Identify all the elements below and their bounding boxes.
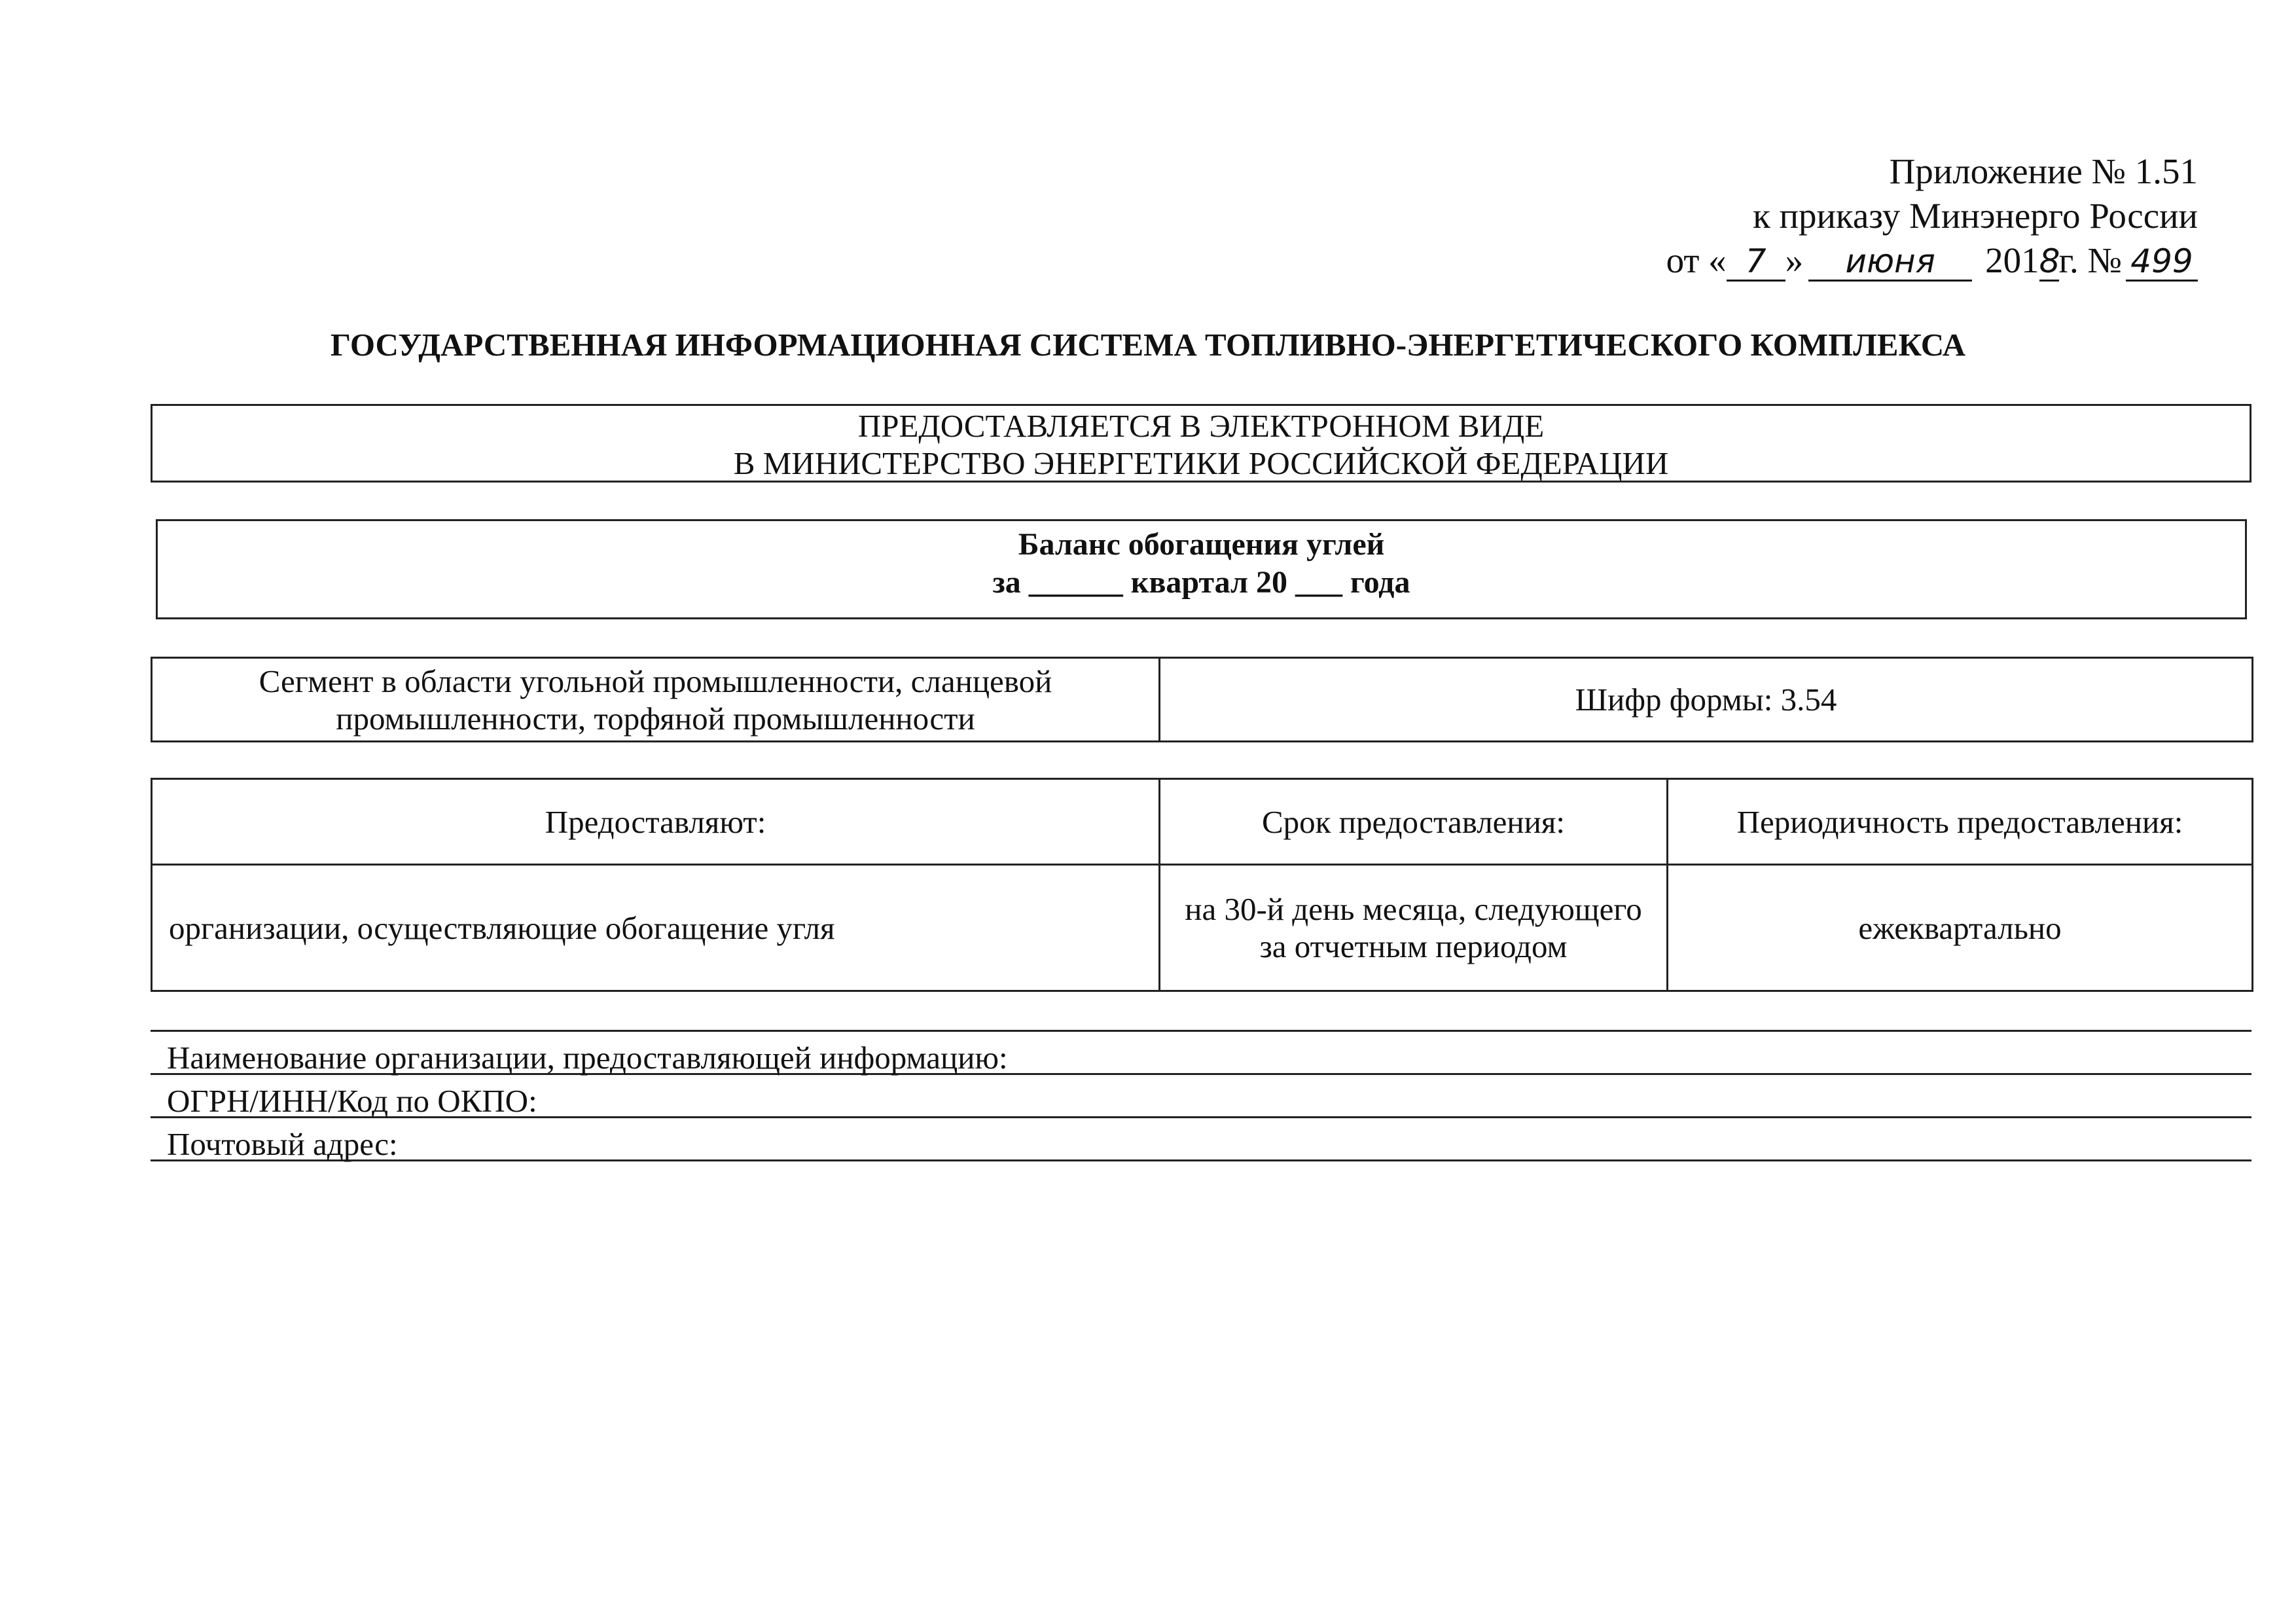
system-title: ГОСУДАРСТВЕННАЯ ИНФОРМАЦИОННАЯ СИСТЕМА ТОПЛИВНО-ЭНЕРГЕТИЧЕСКОГО КОМПЛЕКСА [330,327,1966,363]
year-prefix: 201 [1985,240,2039,280]
segment-cell [152,658,1160,742]
electronic-box-line1: ПРЕДОСТАВЛЯЕТСЯ В ЭЛЕКТРОННОМ ВИДЕ [857,408,1545,444]
form-title: Баланс обогащения углей [1018,527,1385,562]
form-code-cell: Шифр формы: 3.54 [1160,658,2253,742]
handwritten-order-number: 499 [2126,243,2198,282]
form-title-box [156,519,2247,619]
periodicity-cell: ежеквартально [1668,865,2253,991]
deadline-line1: на 30-й день месяца, следующего [1185,891,1642,927]
header-providers: Предоставляют: [152,779,1160,865]
appendix-order-line: к приказу Минэнерго России [1753,196,2198,236]
segment-row [152,658,2253,742]
organization-name-field[interactable]: Наименование организации, предоставляющей информацию: [151,1032,2251,1075]
segment-line2: промышленности, торфяной промышленности [336,700,975,737]
ogrn-inn-okpo-field[interactable]: ОГРН/ИНН/Код по ОКПО: [151,1075,2251,1118]
appendix-header [1666,149,2198,283]
electronic-submission-box [151,404,2251,483]
table-header-row [152,779,2253,865]
number-prefix: г. № [2058,240,2122,280]
form-period: за ______ квартал 20 ___ года [992,565,1410,600]
submission-info-table [151,778,2253,992]
deadline-line2: за отчетным периодом [1259,928,1568,964]
date-mid: » [1785,240,1804,280]
handwritten-day: 7 [1727,243,1785,282]
header-deadline: Срок предоставления: [1160,779,1668,865]
date-prefix: от « [1666,240,1727,280]
deadline-cell [1160,865,1668,991]
electronic-box-line2: В МИНИСТЕРСТВО ЭНЕРГЕТИКИ РОССИЙСКОЙ ФЕДЕРАЦИИ [733,445,1669,481]
appendix-title: Приложение № 1.51 [1889,151,2198,191]
header-periodicity: Периодичность предоставления: [1668,779,2253,865]
appendix-date-line [1666,238,2198,283]
providers-cell: организации, осуществляющие обогащение угля [152,865,1160,991]
handwritten-year-digit: 8 [2039,242,2060,280]
handwritten-month: июня [1808,243,1972,282]
table-row [152,865,2253,991]
segment-line1: Сегмент в области угольной промышленности, сланцевой [259,663,1052,699]
segment-table [151,657,2253,742]
postal-address-field[interactable]: Почтовый адрес: [151,1118,2251,1161]
organization-fields [151,1030,2251,1161]
